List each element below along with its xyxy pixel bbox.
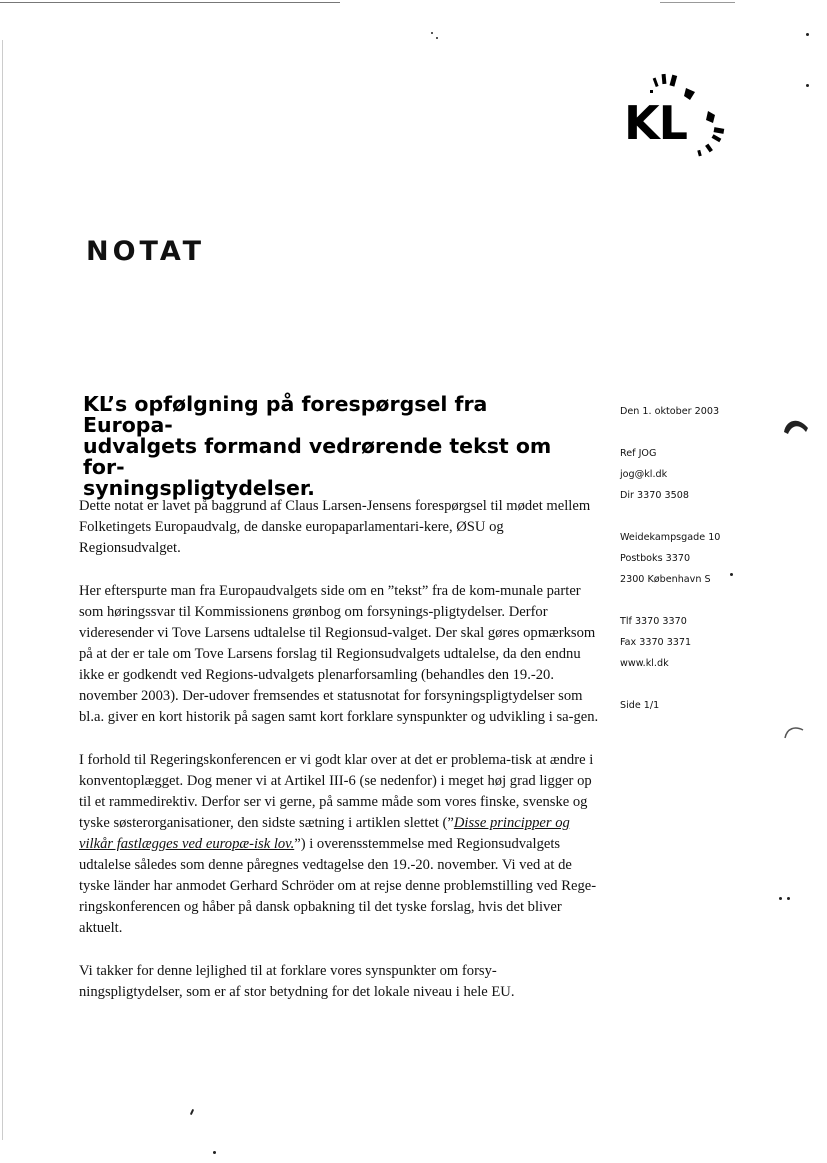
scan-speck (806, 33, 809, 36)
scan-edge-line (0, 2, 340, 3)
paragraph-text: ”) i overensstemmelse med Regionsudvalgets udtalelse således som denne påregnes vedtagelse den 19.-20. november. Vi ved at de tyske länder har anmodet Gerhard Schröder om at rejse denne problemstilling ved Rege-ringskonferencen og håber på dansk opbakning til det tyske forslag, hvis det bliver aktuelt. (79, 836, 597, 936)
document-title (83, 394, 583, 499)
scan-speck (436, 37, 438, 39)
scan-speck (806, 84, 809, 87)
scan-speck (787, 897, 790, 900)
scan-speck (730, 573, 733, 576)
street-address: Weidekampsgade 10 (620, 532, 721, 543)
fax-number: Fax 3370 3371 (620, 637, 692, 648)
quoted-article-text: Disse principper og vilkår fastlægges ved europæ-isk lov. (79, 815, 570, 852)
body-paragraph (79, 750, 599, 939)
title-line: syningspligtydelser. (83, 476, 315, 500)
body-paragraph: Vi takker for denne lejlighed til at forklare vores synspunkter om forsy-ningspligtydelser, som er af stor betydning for det lokale niveau i hele EU. (79, 963, 515, 1000)
body-paragraph: Dette notat er lavet på baggrund af Claus Larsen-Jensens forespørgsel til mødet mellem Folketingets Europaudvalg, de danske europaparlamentari-kere, ØSU og Regionsudvalget. (79, 498, 591, 556)
date-text: Den 1. oktober 2003 (620, 406, 720, 417)
title-line: udvalgets formand vedrørende tekst om for- (83, 434, 552, 479)
reference-text: Ref JOG (620, 448, 657, 459)
scan-artifact-icon (782, 414, 810, 436)
document-type-heading: NOTAT (86, 236, 206, 267)
website-link[interactable]: www.kl.dk (620, 658, 669, 669)
scan-speck (190, 1109, 194, 1115)
city-address: 2300 København S (620, 574, 711, 585)
postbox-address: Postboks 3370 (620, 553, 691, 564)
page-number: Side 1/1 (620, 700, 660, 711)
direct-phone: Dir 3370 3508 (620, 490, 689, 501)
email-link[interactable]: jog@kl.dk (620, 469, 668, 480)
body-paragraph: Her efterspurte man fra Europaudvalgets side om en ”tekst” fra de kom-munale parter som høringssvar til Kommissionens grønbog om forsynings-pligtydelser. Derfor videresender vi Tove Larsens udtalelse til Regionsud-valget. Der skal gøres opmærksom på at der er tale om Tove Larsens forslag til Regionsudvalgets udtalelse, da den endnu ikke er godkendt ved Regions-udvalgets plenarforsamling (behandles den 19.-20. november 2003). Der-udover fremsendes et statusnotat for forsyningspligtydelser som bl.a. giver en kort historik på sagen samt kort forklare synspunkter og udvikling i sa-gen. (79, 583, 599, 725)
scan-speck (779, 897, 782, 900)
scan-edge-line (2, 40, 3, 1140)
scan-speck (431, 32, 433, 34)
title-line: KL’s opfølgning på forespørgsel fra Europa- (83, 392, 488, 437)
phone-number: Tlf 3370 3370 (620, 616, 687, 627)
scan-artifact-icon (783, 722, 807, 762)
paragraph-text: I forhold til Regeringskonferencen er vi godt klar over at det er problema-tisk at ændre i konventoplægget. Dog mener vi at Artikel III-6 (se nedenfor) i meget høj grad ligger op til et rammedirektiv. Derfor ser vi gerne, på samme måde som vores finske, svenske og tyske søsterorganisationer, den sidste sætning i artiklen slettet (” (79, 752, 594, 831)
kl-logo-text: KL (624, 96, 687, 150)
document-body (79, 496, 599, 1025)
contact-sidebar (620, 401, 800, 716)
kl-logo (616, 70, 728, 162)
scan-edge-line (660, 2, 735, 3)
scan-speck (213, 1151, 216, 1154)
